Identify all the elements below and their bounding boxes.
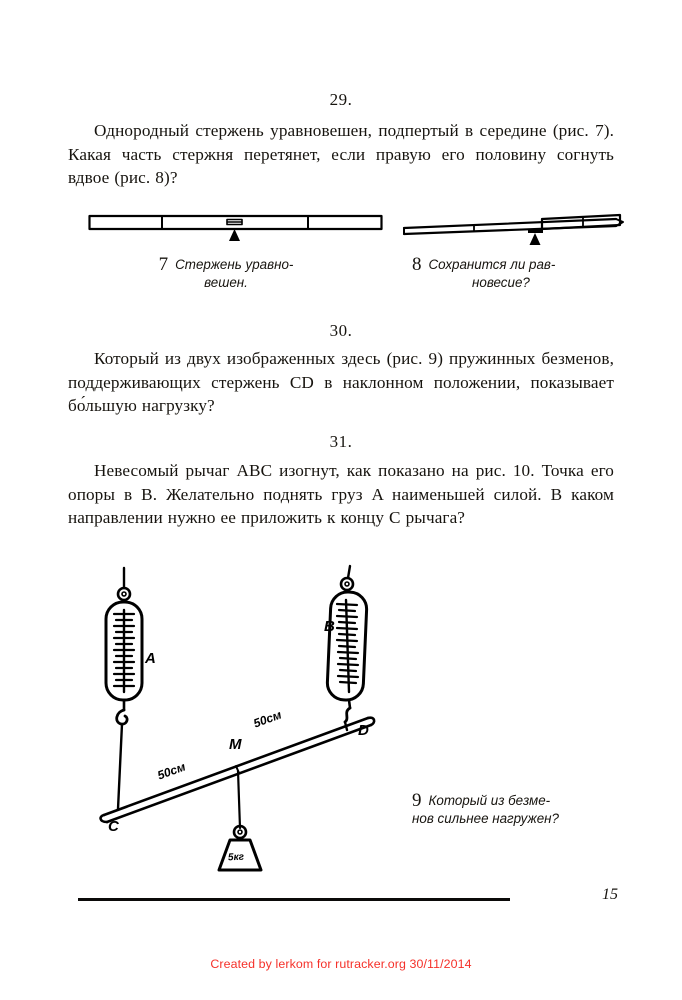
weight-value-label: 5кг	[227, 851, 245, 864]
figure-8-caption-line1: Сохранится ли рав-	[428, 257, 556, 272]
watermark-text: Created by lerkom for rutracker.org 30/11/2014	[210, 957, 472, 971]
inclined-rod-graphic	[101, 718, 375, 828]
scale-a-label: A	[145, 650, 156, 667]
scale-b-label: B	[324, 618, 335, 635]
point-d-label: D	[358, 722, 369, 739]
figure-8-caption-line2: новесие?	[472, 275, 530, 290]
footer-rule	[78, 898, 510, 901]
figure-9-number: 9	[412, 790, 422, 811]
problem-number-30: 30.	[329, 321, 353, 340]
problem-number-31: 31.	[329, 432, 353, 451]
figure-7-caption-line1: Стержень уравно-	[175, 257, 294, 272]
figure-9-drawing	[88, 566, 398, 886]
problem-text-30: Который из двух изображенных здесь (рис. 9) пружинных безменов, поддерживающих стержень CD в наклонном положении, показывает бо́льшую нагрузку?	[68, 349, 614, 415]
figure-8-drawing	[402, 210, 630, 250]
spring-scale-b-graphic	[327, 566, 368, 730]
dimension-left-label: 50см	[155, 759, 188, 783]
figure-8-caption	[412, 256, 642, 292]
figure-7-drawing	[88, 214, 384, 250]
page-number: 15	[602, 886, 618, 903]
figure-9-caption-line2: нов сильнее нагружен?	[412, 811, 559, 826]
figure-9-caption-line1: Который из безме-	[428, 793, 551, 808]
figure-9-caption	[412, 792, 648, 828]
problem-text-31: Невесомый рычаг ABC изогнут, как показано на рис. 10. Точка его опоры в B. Желательно поднять груз A наименьшей силой. В каком направлении нужно ее приложить к концу C рычага?	[68, 461, 614, 527]
figure-7-caption	[110, 256, 342, 292]
figure-8-number: 8	[412, 254, 422, 275]
spring-scale-a-graphic	[106, 568, 142, 809]
problem-number-29: 29.	[329, 90, 353, 109]
problem-text-29: Однородный стержень уравновешен, подпертый в середине (рис. 7). Какая часть стержня перетянет, если правую его половину согнуть вдвое (рис. 8)?	[68, 121, 614, 187]
weight-graphic	[219, 826, 261, 870]
point-m-label: M	[229, 736, 242, 753]
figure-7-caption-line2: вешен.	[204, 275, 248, 290]
point-c-label: C	[108, 818, 119, 835]
dimension-right-label: 50см	[251, 707, 284, 731]
figure-7-number: 7	[158, 254, 169, 275]
